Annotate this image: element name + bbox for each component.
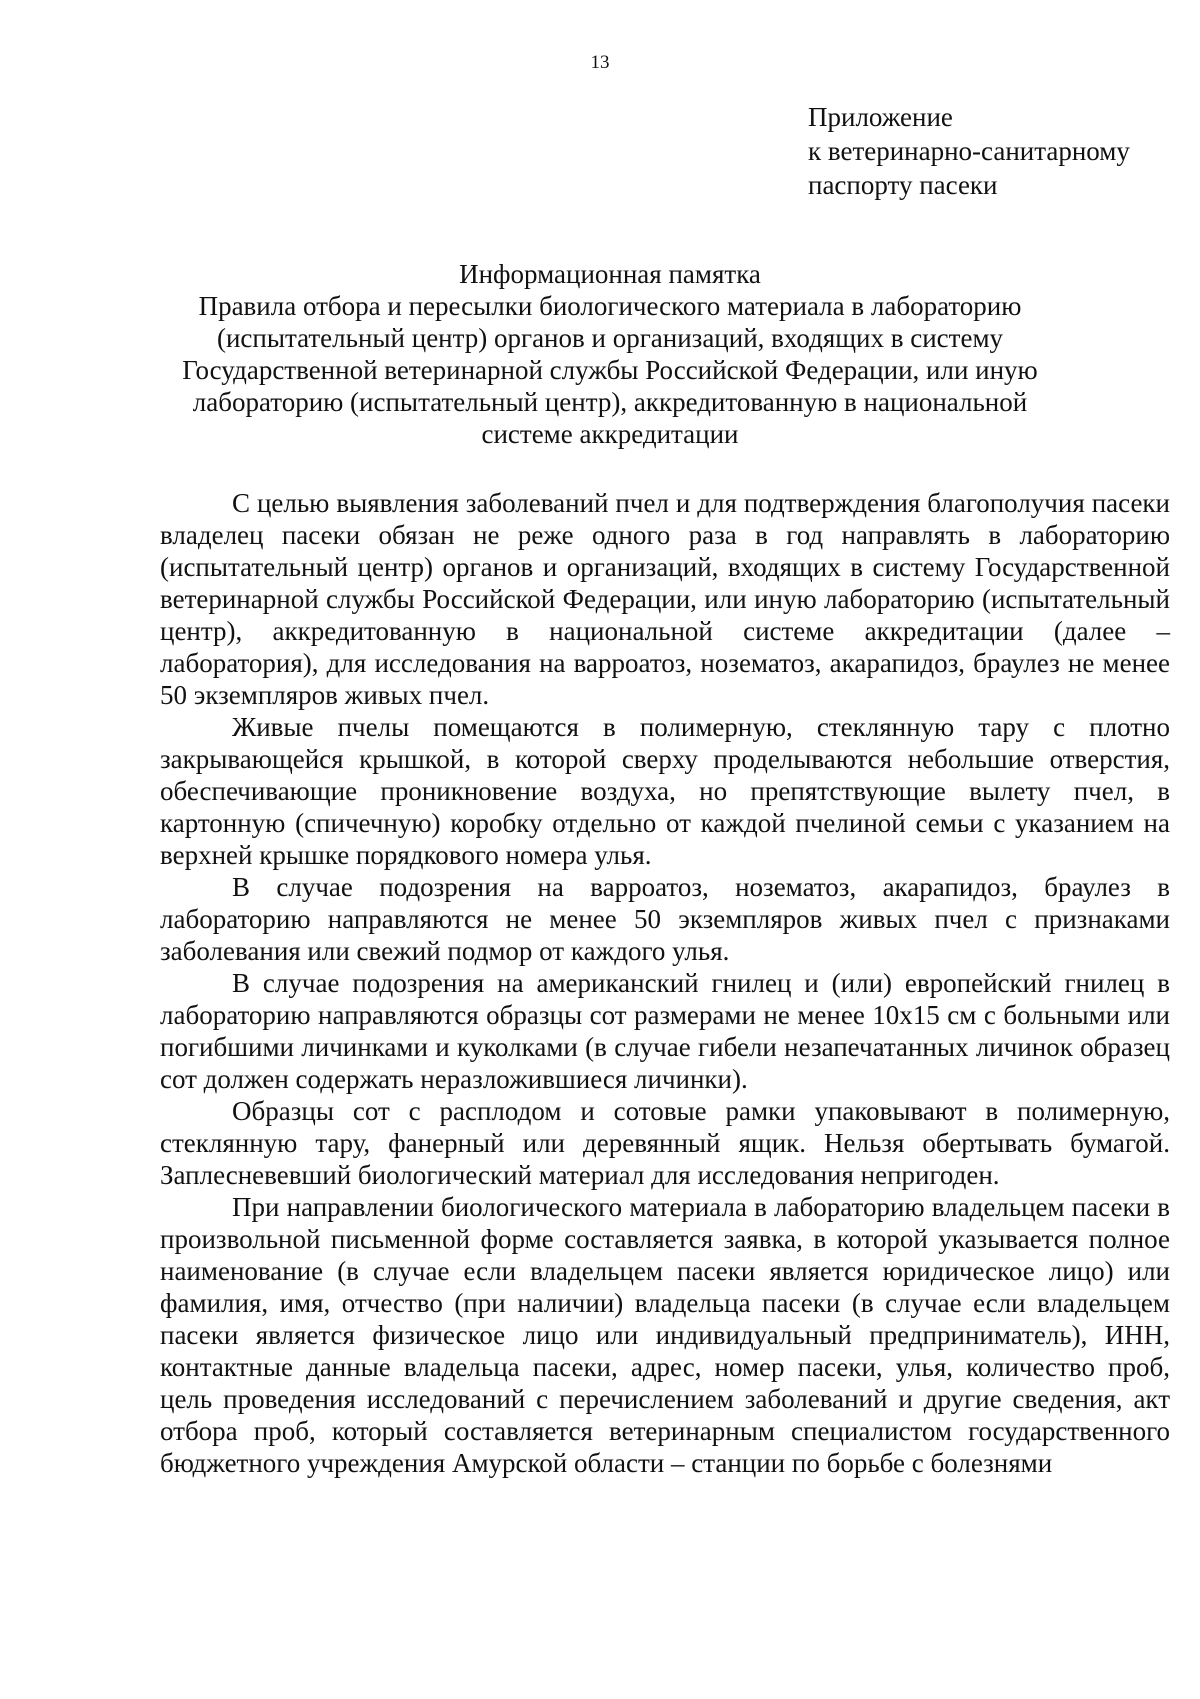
paragraph: При направлении биологического материала в лабораторию владельцем пасеки в произвольной письменной форме составляется заявка, в которой указывается полное наименование (в случае если владельцем пасеки является юридическое лицо) или фамилия, имя, отчество (при наличии) владельца пасеки (в случае если владельцем пасеки является физическое лицо или индивидуальный предприниматель), ИНН, контактные данные владельца пасеки, адрес, номер пасеки, улья, количество проб, цель проведения исследований с перечислением заболеваний и другие сведения, акт отбора проб, который составляется ветеринарным специалистом государственного бюджетного учреждения Амурской области – станции по борьбе с болезнями [160,1192,1170,1478]
paragraph: Образцы сот с расплодом и сотовые рамки упаковывают в полимерную, стеклянную тару, фанерный или деревянный ящик. Нельзя обертывать бумагой. Заплесневевший биологический материал для исследования непригоден. [160,1096,1170,1190]
page-number: 13 [590,52,610,73]
paragraph: В случае подозрения на варроатоз, нозематоз, акарапидоз, браулез в лабораторию направляются не менее 50 экземпляров живых пчел с признаками заболевания или свежий подмор от каждого улья. [160,872,1170,966]
paragraph: В случае подозрения на американский гнилец и (или) европейский гнилец в лабораторию направляются образцы сот размерами не менее 10x15 см с больными или погибшими личинками и куколками (в случае гибели незапечатанных личинок образец сот должен содержать неразложившиеся личинки). [160,968,1170,1094]
appendix-line-1: Приложение [808,102,953,132]
appendix-line-3: паспорту пасеки [808,170,998,200]
heading-line-4: Государственной ветеринарной службы Российской Федерации, или иную [182,355,1038,385]
heading-line-3: (испытательный центр) органов и организаций, входящих в систему [216,323,1004,353]
paragraph: Живые пчелы помещаются в полимерную, стеклянную тару с плотно закрывающейся крышкой, в которой сверху проделываются небольшие отверстия, обеспечивающие проникновение воздуха, но препятствующие вылету пчел, в картонную (спичечную) коробку отдельно от каждой пчелиной семьи с указанием на верхней крышке порядкового номера улья. [160,712,1170,870]
heading-line-2: Правила отбора и пересылки биологического материала в лабораторию [198,291,1022,321]
heading-line-5: лабораторию (испытательный центр), аккредитованную в национальной [192,387,1028,417]
paragraph: С целью выявления заболеваний пчел и для подтверждения благополучия пасеки владелец пасеки обязан не реже одного раза в год направлять в лабораторию (испытательный центр) органов и организаций, входящих в систему Государственной ветеринарной службы Российской Федерации, или иную лабораторию (испытательный центр), аккредитованную в национальной системе аккредитации (далее – лаборатория), для исследования на варроатоз, нозематоз, акарапидоз, браулез не менее 50 экземпляров живых пчел. [160,488,1170,710]
heading-line-1: Информационная памятка [459,259,761,289]
document-heading [150,258,1070,450]
document-body [160,487,1170,1479]
appendix-line-2: к ветеринарно-санитарному [808,136,1130,166]
heading-line-6: системе аккредитации [481,419,739,449]
appendix-note [808,100,1188,202]
